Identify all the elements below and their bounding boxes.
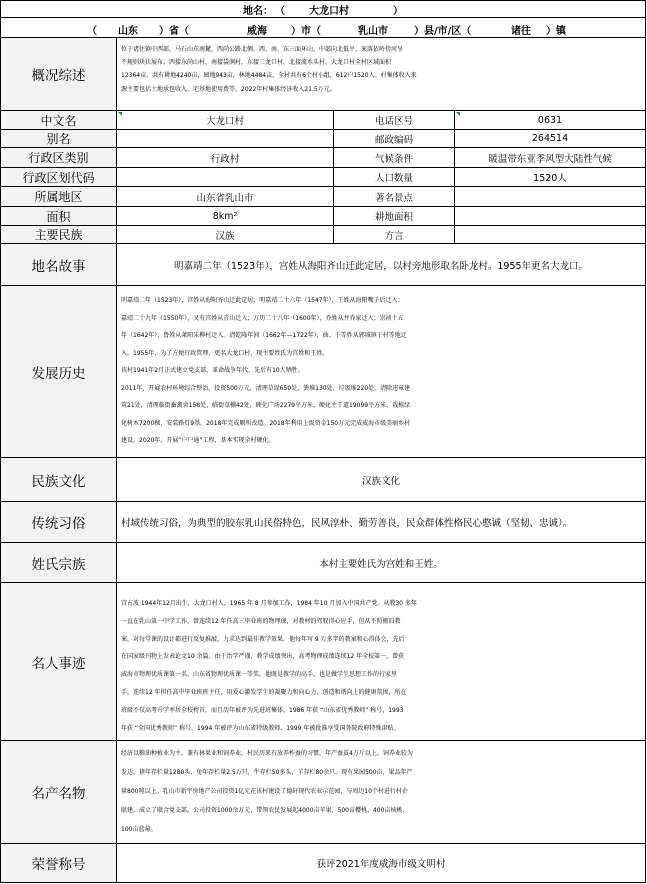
town-suffix: ）镇 [546, 26, 566, 37]
ethnic-culture-label-cell [0, 458, 117, 502]
customs-cell [117, 502, 646, 543]
overview-line: 12364亩，共有耕地4240亩，园地943亩，林地4484亩，全村共有6个村小组，612户1520人。村集体收入来 [121, 72, 417, 80]
honor-label: 荣誉称号 [31, 857, 86, 873]
city-value: 威海 [247, 26, 267, 37]
celebrity-line: 手，连续12 年担任高中毕业班班主任，用爱心激发学生的凝聚力和向心力，创造和谐向上的健康氛围，所在 [121, 688, 407, 696]
products-line: 经济以粮油种植业为主，兼有林果业和饲养业。村民历来有放养柞蚕的习惯，年产蚕茧4万斤以上。饲养业较为 [121, 750, 413, 757]
province-value: 山东 [118, 26, 138, 37]
surname-cell [117, 543, 646, 583]
history-line: 2011年，开展农村环境综合整治，投资500万元，清理草垛650处、粪堆130处、垃圾堆220处，清除违章建 [121, 384, 411, 392]
products-label: 名产名物 [31, 786, 86, 802]
title-close-paren: ） [393, 5, 403, 17]
farmland-label: 耕地面积 [374, 212, 413, 223]
history-line: 入。1955年，为了方便行政管理，更名大龙口村，现主要姓氏为宫姓和王姓。 [121, 349, 329, 357]
population-cell [455, 168, 646, 187]
story-text: 明嘉靖二年（1523年），宫姓从海阳齐山迁此定居，以村旁地形取名卧龙村。1955年更名大龙口。 [173, 260, 589, 272]
overview-line: 不规则块状展布。西接东尚山村，南接袋涧村，东接二龙口村，北接流水头村。大龙口村全村区域面积 [121, 59, 392, 67]
surname-text: 本村主要姓氏为宫姓和王姓。 [319, 558, 443, 570]
overview-text-cell [117, 38, 646, 111]
customs-label-cell [0, 502, 117, 543]
overview-label-cell [0, 38, 117, 111]
celebrity-line: 在国家级刊物上发表论文10 余篇。由于治学严谨，教学成绩突出，高考物理成绩连续12 年全校第一，曾获 [121, 653, 405, 661]
admin-code-cell [117, 168, 334, 187]
honor-label-cell [0, 844, 117, 883]
region-value: 山东省乳山市 [196, 192, 254, 204]
alias-cell [117, 130, 334, 148]
story-text-cell [117, 244, 646, 286]
title-label: 地名： [243, 5, 273, 17]
population-label: 人口数量 [374, 173, 413, 184]
region-open-paren: （ [87, 26, 97, 37]
province-suffix: ）省（ [159, 26, 189, 37]
city-suffix: ）市（ [291, 26, 321, 37]
postal-label: 邮政编码 [374, 134, 413, 146]
celebrity-line: 一直在乳山第一中学工作，曾连续12 年任高三毕业班的物理课，对教材的驾驭得心应手，但从不照搬旧教 [121, 617, 401, 625]
phone-code-value: 0631 [537, 114, 563, 126]
region-label-cell [0, 187, 117, 207]
title-open-paren: （ [275, 5, 285, 17]
customs-label: 传统习俗 [31, 516, 86, 532]
scenic-label-cell [334, 187, 455, 207]
county-value: 乳山市 [358, 26, 388, 37]
region-cell [117, 187, 334, 207]
admin-type-cell [117, 148, 334, 168]
history-line: 嘉靖二十九年（1550年），又有宫姓从青山迁入；万历二十八年（1600年），乔姓从井乔家迁入；崇祯十五 [121, 314, 404, 322]
products-text-cell [117, 741, 646, 844]
town-value: 诸往 [511, 26, 531, 37]
climate-label: 气候条件 [374, 153, 413, 165]
chinese-name-label-cell [0, 111, 117, 130]
scenic-cell [455, 187, 646, 207]
honor-cell [117, 844, 646, 883]
history-line: 明嘉靖二年（1523年），宫姓从海阳齐山迁此定居；明嘉靖二十六年（1547年），王姓从海阳嘴子后迁入； [121, 297, 404, 304]
ethnic-label-cell [0, 226, 117, 244]
area-value: 8km² [212, 210, 238, 222]
customs-text: 村域传统习俗，为典型的胶东乳山民俗特色，民风淳朴、勤劳善良，民众群体性格民心憨诚（坚韧、忠诚）。 [121, 518, 573, 529]
history-line: 筑21处，清理临街畜禽舍158处、临街草棚42处，硬化广场2279平方米，硬化主干道19099平方米，栽植绿 [121, 402, 411, 409]
history-line: 年（1642年），鲁姓从莱阳朱柳村迁入。清乾隆年间（1662年—1722年），曲、于等姓从郭城镇于村等地迁 [121, 332, 407, 339]
celebrity-line: 案，对每堂课的设计都进行反复推敲，力求达到最佳教学效果。他每年写 9 万多字的教案和心得体会，先后 [121, 635, 405, 643]
products-label-cell [0, 741, 117, 844]
farmland-cell [455, 207, 646, 226]
admin-type-label: 行政区类别 [28, 151, 89, 165]
postal-label-cell [334, 130, 455, 148]
alias-label-cell [0, 130, 117, 148]
region-label: 所属地区 [34, 190, 83, 204]
area-label-cell [0, 207, 117, 226]
postal-value: 264514 [531, 133, 569, 144]
dialect-label: 方言 [384, 230, 404, 242]
comment-marker-icon [456, 112, 460, 116]
title-row [0, 0, 646, 18]
phone-code-label-cell [334, 111, 455, 130]
county-suffix: ）县/市/区（ [414, 26, 472, 37]
area-label: 面积 [46, 209, 71, 224]
celebrity-line: 宫占波 1944年12月出生，大龙口村人。1965 年 8 月参加工作，1984 年10 月加入中国共产党。从教30 多年 [121, 600, 417, 607]
title-value: 大龙口村 [309, 5, 349, 17]
celebrity-line: 年获 “全国优秀教师” 称号，1994 年被评为山东省特级教师，1999 年被批准享受国务院政府特殊津贴。 [121, 724, 400, 732]
area-cell [117, 207, 334, 226]
ethnic-culture-label: 民族文化 [31, 473, 86, 490]
population-value: 1520人 [533, 173, 567, 184]
scenic-label: 著名景点 [374, 192, 413, 204]
farmland-label-cell [334, 207, 455, 226]
celebrity-text-cell [117, 583, 646, 741]
overview-line: 源主要包括土地承包收入、宅基地使用费等，2022年村集体经济收入21.5万元。 [121, 85, 336, 93]
phone-code-cell [455, 111, 646, 130]
chinese-name-value: 大龙口村 [205, 116, 244, 127]
history-label: 发展历史 [31, 365, 86, 382]
history-text-cell [117, 286, 646, 458]
products-line: 联建，成立了联合党支部。公司投资1000余万元，带领农民发展起4000亩苹果、500亩樱桃、400亩核桃、 [121, 807, 409, 814]
overview-line: 位于诸往镇中西部，马石山东南麓，西尚公路北侧。西、南、东三面环山，中部向北低平。案落依岭傍河呈 [121, 46, 404, 53]
history-line: 建设。2020年，开展“户户通”工程，基本实现全村硬化。 [121, 437, 275, 444]
products-line: 发达，猪年存栏量1280头，兔年存栏量2.5万只，牛存栏50多头，羊存栏80余只。现有果园500亩，果品年产 [121, 769, 413, 776]
population-label-cell [334, 168, 455, 187]
admin-code-label-cell [0, 168, 117, 187]
phone-code-label: 电话区号 [374, 116, 413, 127]
alias-label: 别名 [46, 132, 71, 146]
dialect-cell [455, 226, 646, 244]
ethnic-culture-text: 汉族文化 [361, 475, 400, 487]
celebrity-label: 名人事迹 [31, 655, 86, 672]
climate-value: 暖温带东亚季风型大陆性气候 [488, 153, 612, 165]
climate-label-cell [334, 148, 455, 168]
ethnic-value: 汉族 [215, 230, 235, 242]
ethnic-cell [117, 226, 334, 244]
dialect-label-cell [334, 226, 455, 244]
ethnic-label: 主要民族 [34, 228, 83, 242]
celebrity-line: 威海市物理优质课第一名、山东省物理优质课一等奖。他既是教学的高手，也是做学生思想工作的行家里 [121, 671, 398, 679]
products-line: 量800吨以上。乳山市新宇房地产公司投资1亿元在该村建设了德轩现代农业示范园，与周边10个村进行村企 [121, 788, 408, 795]
story-label: 地名故事 [31, 258, 86, 275]
surname-label: 姓氏宗族 [31, 556, 86, 573]
ethnic-culture-cell [117, 458, 646, 502]
celebrity-label-cell [0, 583, 117, 741]
chinese-name-cell [117, 111, 334, 130]
history-label-cell [0, 286, 117, 458]
celebrity-line: 班级不仅高考升学率居全校榜首，而且历年被评为先进班集体。1986 年获 “山东省优秀教师” 称号，1993 [121, 706, 404, 714]
chinese-name-label: 中文名 [40, 113, 77, 128]
overview-label: 概况综述 [31, 68, 86, 84]
story-label-cell [0, 244, 117, 286]
surname-label-cell [0, 543, 117, 583]
comment-marker-icon [118, 112, 122, 116]
history-line: 该村1941年2月正式建立党支部，革命战争年代，先后有10人牺牲。 [121, 367, 304, 374]
products-line: 100亩蓝莓。 [121, 826, 157, 833]
region-row [0, 18, 646, 38]
admin-type-value: 行政村 [210, 153, 240, 165]
honor-text: 获评2021年度威海市级文明村 [316, 859, 446, 870]
postal-cell [455, 130, 646, 148]
admin-type-label-cell [0, 148, 117, 168]
admin-code-label: 行政区划代码 [22, 170, 95, 185]
climate-cell [455, 148, 646, 168]
history-line: 化树木7200棵，安装路灯9基。2018年完成厕所改造。2018年利用上级资金150万元完成威海市级美丽乡村 [121, 419, 411, 427]
